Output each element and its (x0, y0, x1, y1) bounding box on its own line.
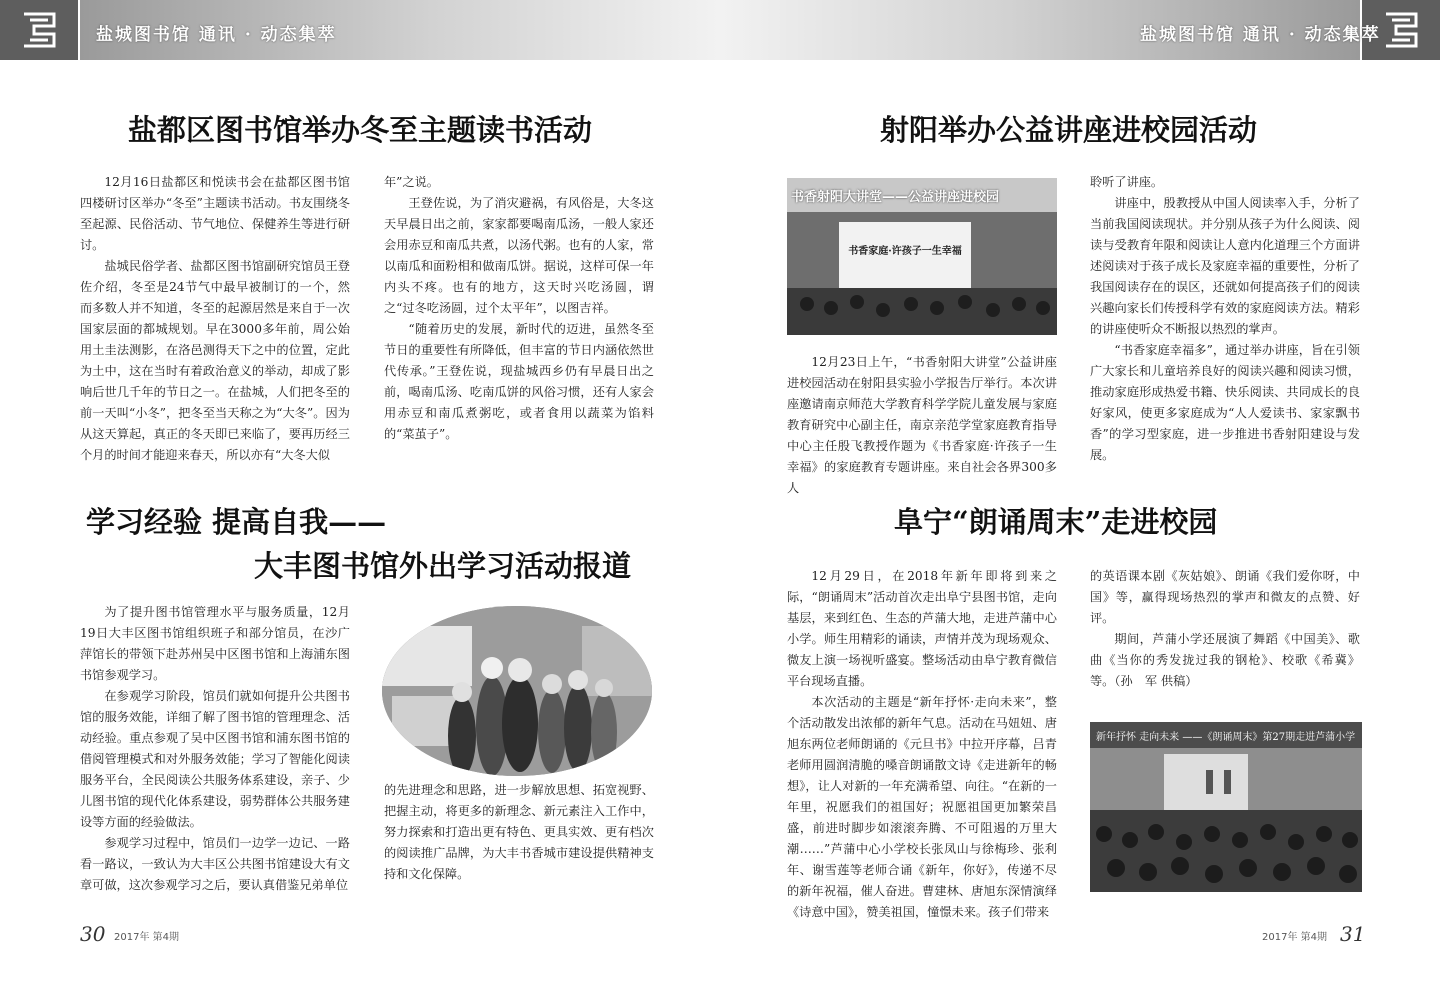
article-title-winter-solstice: 盐都区图书馆举办冬至主题读书活动 (128, 113, 593, 147)
paragraph: 盐城民俗学者、盐都区图书馆副研究馆员王登佐介绍，冬至是24节气中最早被制订的一个，然而多数人并不知道，冬至的起源居然是来自于一次国家层面的都城规划。早在3000多年前，周公始用土圭法测影，在洛邑测得天下之中的位置，定此为土中，这在当时有着政治意义的举动，却成了影响后世几千年的节日之一。在盐城，人们把冬至的前一天叫“小冬”，把冬至当天称之为“大冬”。因为从这天算起，真正的冬天即已来临了，要再历经三个月的时间才能迎来春天，所以亦有“大冬大似 (80, 259, 350, 462)
paragraph: “随着历史的发展，新时代的迈进，虽然冬至节日的重要性有所降低，但丰富的节日内涵依然世代传承。”王登佐说，现盐城西乡仍有早晨日出之前，喝南瓜汤、吃南瓜饼的风俗习惯，还有人家会用赤豆和南瓜煮粥吃，或者食用以蔬菜为馅料的“菜茧子”。 (384, 322, 654, 441)
article-title-study-line2: 大丰图书馆外出学习活动报道 (254, 549, 632, 583)
article-title-funing-recital: 阜宁“朗诵周末”走进校园 (894, 505, 1218, 539)
paragraph: 讲座中，殷教授从中国人阅读率入手，分析了当前我国阅读现状。并分别从孩子为什么阅读、阅读与受教育年限和阅读让人意内化道理三个方面讲述阅读对于孩子成长及家庭幸福的重要性，分析了我国阅读存在的误区，还就如何提高孩子们的阅读兴趣向家长们传授科学有效的家庭阅读方法。精彩的讲座使听众不断报以热烈的掌声。 (1090, 196, 1360, 336)
library-visit-photo-image (382, 606, 652, 776)
paragraph: “书香家庭幸福多”，通过举办讲座，旨在引领广大家长和儿童培养良好的阅读兴趣和阅读习惯，推动家庭形成热爱书籍、快乐阅读、共同成长的良好家风，使更多家庭成为“人人爱读书、家家飘书香”的学习型家庭，进一步推进书香射阳建设与发展。 (1090, 343, 1360, 462)
lecture-banner-text: 书香射阳大讲堂——公益讲座进校园 (791, 190, 1000, 205)
article4-column-2 (1090, 566, 1360, 692)
article3-column-1 (787, 352, 1057, 499)
paragraph: 12月29日，在2018年新年即将到来之际，“朗诵周末”活动首次走出阜宁县图书馆，走向基层，来到红色、生态的芦蒲大地，走进芦蒲中心小学。师生用精彩的诵读，声情并茂为现场观众、微友上演一场视听盛宴。整场活动由阜宁教育微信平台现场直播。 (787, 569, 1057, 688)
paragraph: 12月23日上午，“书香射阳大讲堂”公益讲座进校园活动在射阳县实验小学报告厅举行。本次讲座邀请南京师范大学教育科学学院儿童发展与家庭教育研究中心副主任，南京亲范学堂家庭教育指导中心主任殷飞教授作题为《书香家庭·许孩子一生幸福》的家庭教育专题讲座。来自社会各界300多人 (787, 355, 1057, 495)
article1-column-2 (384, 172, 654, 445)
paragraph: 王登佐说，为了消灾避祸，有风俗是，大冬这天早晨日出之前，家家都要喝南瓜汤，一般人家还会用赤豆和南瓜共煮，以汤代粥。也有的人家，常以南瓜和面粉相和做南瓜饼。据说，这样可保一年内头不疼。也有的地方，这天时兴吃汤圆，谓之“过冬吃汤圆，过个太平年”，以图吉祥。 (384, 196, 654, 315)
lecture-hall-photo (787, 178, 1057, 335)
article4-column-1 (787, 566, 1057, 923)
article1-column-1 (80, 172, 350, 466)
paragraph: 年”之说。 (384, 175, 439, 189)
header-logo-left (0, 0, 78, 60)
page-number-right: 31 (1340, 922, 1366, 946)
paragraph: 12月16日盐都区和悦读书会在盐都区图书馆四楼研讨区举办“冬至”主题读书活动。书友围绕冬至起源、民俗活动、节气地位、保健养生等进行研讨。 (80, 175, 350, 252)
paragraph: 期间，芦蒲小学还展演了舞蹈《中国美》、歌曲《当你的秀发拢过我的钢枪》、校歌《希冀》等。（孙 军 供稿） (1090, 632, 1360, 688)
recital-event-photo-image (1090, 722, 1362, 892)
article2-column-1 (80, 602, 350, 896)
issue-label-left: 2017年 第4期 (114, 932, 179, 943)
article-title-sheyang-lecture: 射阳举办公益讲座进校园活动 (880, 113, 1258, 147)
library-logo-icon (0, 0, 78, 60)
lecture-screen-text: 书香家庭·许孩子一生幸福 (848, 246, 962, 257)
header-title-left: 盐城图书馆 通讯 · 动态集萃 (96, 25, 337, 45)
paragraph: 为了提升图书馆管理水平与服务质量，12月19日大丰区图书馆组织班子和部分馆员，在沙广萍馆长的带领下赴苏州吴中区图书馆和上海浦东图书馆参观学习。 (80, 605, 350, 682)
page-number-left: 30 (80, 922, 106, 946)
paragraph: 参观学习过程中，馆员们一边学一边记、一路看一路议，一致认为大丰区公共图书馆建设大有文章可做，这次参观学习之后，要认真借鉴兄弟单位 (80, 836, 350, 892)
article2-column-2 (384, 780, 654, 885)
recital-banner-text: 新年抒怀 走向未来 ——《朗诵周末》第27期走进芦蒲小学 (1096, 732, 1356, 743)
paragraph: 本次活动的主题是“新年抒怀·走向未来”，整个活动散发出浓郁的新年气息。活动在马妞妞、唐旭东两位老师朗诵的《元旦书》中拉开序幕，吕青老师用圆润清脆的嗓音朗诵散文诗《走进新年的畅想》，让人对新的一年充满希望、向往。“在新的一年里，祝愿我们的祖国好；祝愿祖国更加繁荣昌盛，前进时脚步如滚滚奔腾、不可阻遏的万里大潮……”芦蒲中心小学校长张凤山与徐梅珍、张利年、谢雪莲等老师合诵《新年，你好》，传递不尽的新年祝福，催人奋进。曹建林、唐旭东深情演绎《诗意中国》，赞美祖国，憧憬未来。孩子们带来 (787, 695, 1057, 919)
paragraph: 的英语课本剧《灰姑娘》、朗诵《我们爱你呀，中国》等，赢得现场热烈的掌声和微友的点赞、好评。 (1090, 569, 1360, 625)
article3-column-2 (1090, 172, 1360, 466)
paragraph: 聆听了讲座。 (1090, 175, 1164, 189)
paragraph: 的先进理念和思路，进一步解放思想、拓宽视野、把握主动，将更多的新理念、新元素注入工作中，努力探索和打造出更有特色、更具实效、更有档次的阅读推广品牌，为大丰书香城市建设提供精神支持和文化保障。 (384, 783, 654, 881)
library-visit-photo (382, 606, 652, 776)
paragraph: 在参观学习阶段，馆员们就如何提升公共图书馆的服务效能，详细了解了图书馆的管理理念、活动经验。重点参观了吴中区图书馆和浦东图书馆的借阅管理模式和对外服务效能；学习了智能化阅读服务平台，全民阅读公共服务体系建设，亲子、少儿图书馆的现代化体系建设，弱势群体公共服务建设等方面的经验做法。 (80, 689, 350, 829)
article-title-study-line1: 学习经验 提高自我—— (86, 505, 387, 539)
recital-event-photo (1090, 722, 1362, 892)
header-title-right: 盐城图书馆 通讯 · 动态集萃 (1140, 25, 1381, 45)
issue-label-right: 2017年 第4期 (1262, 932, 1327, 943)
